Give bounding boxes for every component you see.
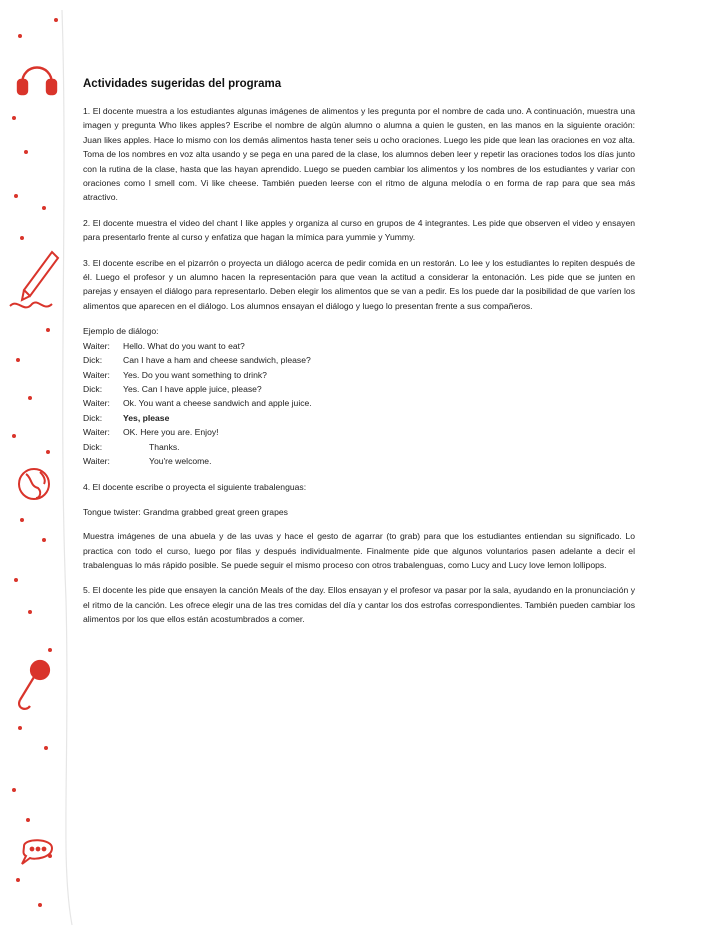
dialogue-speaker: Waiter: <box>83 369 110 380</box>
activity-2: 2. El docente muestra el video del chant I like apples y organiza al curso en grupos de 4 integrantes. Les pide que observen el video y ensayen para presentarlo frente al curso y enfatiza que hagan la mímica para yummie y Yummy. <box>83 217 635 243</box>
dialogue-speaker: Waiter: <box>83 340 110 351</box>
margin-decoration <box>0 0 90 930</box>
dialogue-example <box>83 324 635 468</box>
dialogue-speaker: Waiter: <box>83 398 110 409</box>
dialogue-text: Thanks. <box>149 441 180 452</box>
dialogue-line <box>83 425 635 439</box>
dialogue-speaker: Dick: <box>83 383 103 394</box>
document-body <box>83 78 635 638</box>
dialogue-text: Yes. Do you want something to drink? <box>123 369 267 380</box>
dialogue-line <box>83 396 635 410</box>
dialogue-speaker: Waiter: <box>83 427 110 438</box>
dialogue-text: Can I have a ham and cheese sandwich, please? <box>123 355 311 366</box>
globe-icon <box>19 469 49 499</box>
dialogue-text: Yes, please <box>123 412 170 423</box>
dialogue-text: OK. Here you are. Enjoy! <box>123 427 219 438</box>
dialogue-line <box>83 353 635 367</box>
activity-5: 5. El docente les pide que ensayen la canción Meals of the day. Ellos ensayan y el profesor va pasar por la sala, ayudando en la pronunciación y el ritmo de la canción. Les ofrece elegir una de las tres comidas del día y cantar los dos estrofas correspondientes. También pueden cambiar los alimentos por los que ellos están acostumbrados a comer. <box>83 585 635 625</box>
dialogue-title: Ejemplo de diálogo: <box>83 326 159 337</box>
tongue-twister: Tongue twister: Grandma grabbed great green grapes <box>83 506 288 517</box>
activity-3: 3. El docente escribe en el pizarrón o proyecta un diálogo acerca de pedir comida en un restorán. Lo lee y los estudiantes lo repiten después de él. Luego el profesor y un alumno hacen la representación para que vean la actitud a considerar la entonación. Les pide que se junten en parejas y ensayen el diálogo para representarlo. Deben elegir los alimentos que se van a pedir. Es los puede dar la posibilidad de que varíen los alimentos que aparecen en el diálogo. Los alumnos ensayan el diálogo y luego lo presentan frente a sus compañeros. <box>83 257 635 311</box>
dialogue-line <box>83 368 635 382</box>
activity-1: 1. El docente muestra a los estudiantes algunas imágenes de alimentos y les pregunta por el nombre de cada uno. A continuación, muestra una imagen y pregunta Who likes apples? Escribe el nombre de algún alumno o alumna a quien le gusten, en las manos en la siguiente oración: Juan likes apples. Hace lo mismo con los demás alimentos hasta tener seis u ocho oraciones. Luego les pide que lean las oraciones en voz alta. Toma de los nombres en voz alta usando y se pega en una pared de la clase, los alumnos deben leer y repetir las oraciones todos los días junto con la rutina de la clase, hasta que las hayan aprendido. Luego se pueden cambiar los alimentos y los nombres de los estudiantes y variar con oraciones como I smell com. Vi like cheese. También pueden leerse con el ritmo de alguna melodía o en forma de rap para que sea más atractivo. <box>83 106 635 203</box>
microphone-icon <box>19 661 49 709</box>
dialogue-speaker: Dick: <box>83 441 103 452</box>
dialogue-speaker: Dick: <box>83 412 103 423</box>
activity-4-detail: Muestra imágenes de una abuela y de las uvas y hace el gesto de agarrar (to grab) para que los estudiantes entiendan su significado. Lo practica con todo el curso, luego por filas y después individualmente. Finalmente pide que algunos voluntarios pasen adelante a decir el trabalenguas lo más rápido posible. Se puede seguir el mismo proceso con otros trabalenguas, como Lucy and Lucy love lemon lollipops. <box>83 531 635 570</box>
dialogue-line <box>83 454 635 468</box>
headphones-icon <box>18 68 56 95</box>
dialogue-text: You're welcome. <box>149 455 212 466</box>
dialogue-line <box>83 382 635 396</box>
speech-bubble-icon <box>22 840 52 864</box>
activity-4: 4. El docente escribe o proyecta el siguiente trabalenguas: <box>83 482 307 493</box>
dialogue-line <box>83 411 635 425</box>
pencil-icon <box>10 252 58 307</box>
dialogue-text: Hello. What do you want to eat? <box>123 340 245 351</box>
dialogue-line <box>83 339 635 353</box>
dialogue-text: Ok. You want a cheese sandwich and apple juice. <box>123 398 312 409</box>
dialogue-line <box>83 440 635 454</box>
dialogue-text: Yes. Can I have apple juice, please? <box>123 383 262 394</box>
page-title: Actividades sugeridas del programa <box>83 78 282 90</box>
dialogue-speaker: Waiter: <box>83 455 110 466</box>
dialogue-speaker: Dick: <box>83 355 103 366</box>
